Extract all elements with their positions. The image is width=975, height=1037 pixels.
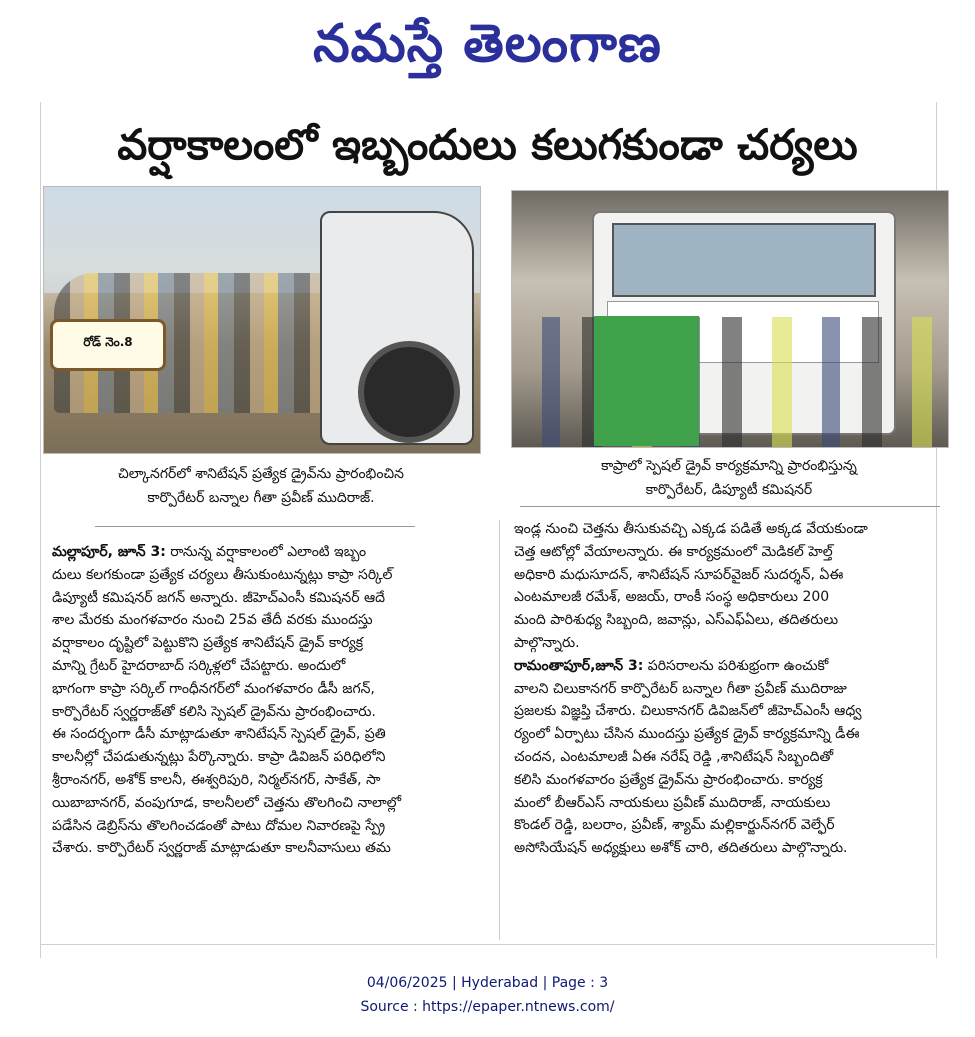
bottom-rule [40,944,935,945]
column-separator [499,520,500,940]
article-line: భాగంగా కాప్రా సర్కిల్ గాంధీనగర్‌లో మంగళవారం డీసీ జగన్, [52,680,375,697]
road-sign-label: రోడ్ నెం.8 [83,335,133,349]
article-line: శ్రీరాంనగర్, అశోక్ కాలనీ, ఈశ్వరిపురి, నిర్మల్‌నగర్, సాకేత్, సా [52,771,381,788]
caption-line: కాప్రాలో స్పెషల్ డ్రైవ్ కార్యక్రమాన్ని ప్రారంభిస్తున్న [601,458,857,474]
dateline: మల్లాపూర్, జూన్ 3: [52,544,166,560]
article-text: రానున్న వర్షాకాలంలో ఎలాంటి ఇబ్బం [170,544,367,560]
article-line: చెత్త ఆటోల్లో వేయాలన్నారు. ఈ కార్యక్రమంలో మెడికల్ హెల్త్ [514,543,833,560]
road-sign [50,319,166,371]
article-line: పాల్గొన్నారు. [514,634,580,651]
article-line [52,541,482,564]
article-line: మంది పారిశుధ్య సిబ్బంది, జవాన్లు, ఎస్ఎఫ్ఏలు, తదితరులు [514,612,839,629]
article-line: అసోసియేషన్ అధ్యక్షులు అశోక్ చారి, తదితరులు పాల్గొన్నారు. [514,840,848,857]
footer-date-edition: 04/06/2025 | Hyderabad | Page : 3 [366,975,609,991]
photo-caption-left [43,462,479,510]
article-text: పరిసరాలను పరిశుభ్రంగా ఉంచుకో [647,657,829,674]
dateline: రామంతాపూర్,జూన్ 3: [514,657,644,674]
article-line: డిప్యూటీ కమిషనర్ జగన్ అన్నారు. జీహెచ్ఎంసీ కమిషనర్ ఆదే [52,589,386,606]
photo-people [512,317,948,447]
article-line: ఈ సందర్భంగా డీసీ మాట్లాడుతూ శానిటేషన్ స్పెషల్ డ్రైవ్, ప్రతి [52,726,386,743]
photo-caption-right [511,454,947,502]
article-line: దులు కలగకుండా ప్రత్యేక చర్యలు తీసుకుంటున్నట్లు కాప్రా సర్కిల్ [52,566,393,583]
article-line: ఇండ్ల నుంచి చెత్తను తీసుకువచ్చి ఎక్కడ పడితే అక్కడ వేయకుండా [514,521,868,537]
article-column-left [52,541,482,860]
article-line: ర్యంలో ఏర్పాటు చేసిన ముందస్తు ప్రత్యేక డ్రైవ్ కార్యక్రమాన్ని డీఈ [514,726,860,743]
photo-green-flag [594,316,699,446]
article-line: చేశారు. కార్పొరేటర్ స్వర్ణరాజ్ మాట్లాడుతూ కాలనీవాసులు తమ [52,840,391,857]
article-line: కాలనీల్లో చేపడుతున్నట్లు పేర్కొన్నారు. కాప్రా డివిజన్ పరిధిలోని [52,749,386,766]
article-line: మాన్ని గ్రేటర్ హైదరాబాద్ సర్కిళ్లలో చేపట్టారు. అందులో [52,657,346,674]
caption-line: కార్పొరేటర్ బన్నాల గీతా ప్రవీణ్ ముదిరాజ్. [147,490,375,506]
article-line: కలిసి మంగళవారం ప్రత్యేక డ్రైవ్‌ను ప్రారంభించారు. కార్యక్ర [514,771,823,788]
article-line: కార్పొరేటర్ స్వర్ణరాజ్‌తో కలిసి స్పెషల్ డ్రైవ్‌ను ప్రారంభించారు. [52,703,376,720]
article-line: వర్షాకాలం దృష్టిలో పెట్టుకొని ప్రత్యేక శానిటేషన్ డ్రైవ్ కార్యక్ర [52,635,364,652]
article-line: అధికారి మధుసూదన్, శానిటేషన్ సూపర్‌వైజర్ సుదర్శన్, ఏఈ [514,566,844,583]
masthead-logo: నమస్తే తెలంగాణ [313,14,662,74]
footer-source-link[interactable]: Source : https://epaper.ntnews.com/ [360,999,615,1015]
article-line: కొండల్ రెడ్డి, బలరాం, ప్రవీణ్, శ్యామ్ మల్లికార్జున్‌నగర్ వెల్ఫేర్ [514,817,835,834]
photo-windshield [612,223,876,297]
article-line: పడేసిన డెబ్రిస్‌ను తొలగించడంతో పాటు దోమల నివారణపై స్ప్రే [52,817,386,834]
headline: వర్షాకాలంలో ఇబ్బందులు కలుగకుండా చర్యలు [117,120,858,169]
photo-wheel [358,341,460,443]
caption-rule-left [95,526,415,527]
article-line: మంలో బీఆర్ఎస్ నాయకులు ప్రవీణ్ ముదిరాజ్, నాయకులు [514,794,831,811]
article-line: శాల మేరకు మంగళవారం నుంచి 25వ తేదీ వరకు ముందస్తు [52,612,373,629]
article-line: చందన, ఎంటమాలజీ ఏఈ నరేష్ రెడ్డి ,శానిటేషన్ సిబ్బందితో [514,748,834,765]
photo-sanitation-drive [43,186,481,454]
article-line: యిబాబానగర్, వంపుగూడ, కాలనీలలో చెత్తను తొలగించి నాలాల్లో [52,794,402,811]
article-line: ఎంటమాలజీ రమేశ్, అజయ్, రాంకీ సంస్థ అధికారులు 200 [514,589,830,606]
article-line [514,655,944,678]
caption-line: చిల్కానగర్‌లో శానిటేషన్ ప్రత్యేక డ్రైవ్‌ను ప్రారంభించిన [118,466,404,482]
photo-flag-off [511,190,949,448]
article-line: వాలని చిలుకానగర్ కార్పొరేటర్ బన్నాల గీతా ప్రవీణ్ ముదిరాజు [514,680,847,697]
caption-rule-right [520,506,940,507]
caption-line: కార్పొరేటర్, డిప్యూటీ కమిషనర్ [645,482,813,498]
article-line: ప్రజలకు విజ్ఞప్తి చేశారు. చిలుకానగర్ డివిజన్‌లో జీహెచ్ఎంసీ ఆధ్వ [514,703,862,720]
article-column-right [514,518,944,860]
